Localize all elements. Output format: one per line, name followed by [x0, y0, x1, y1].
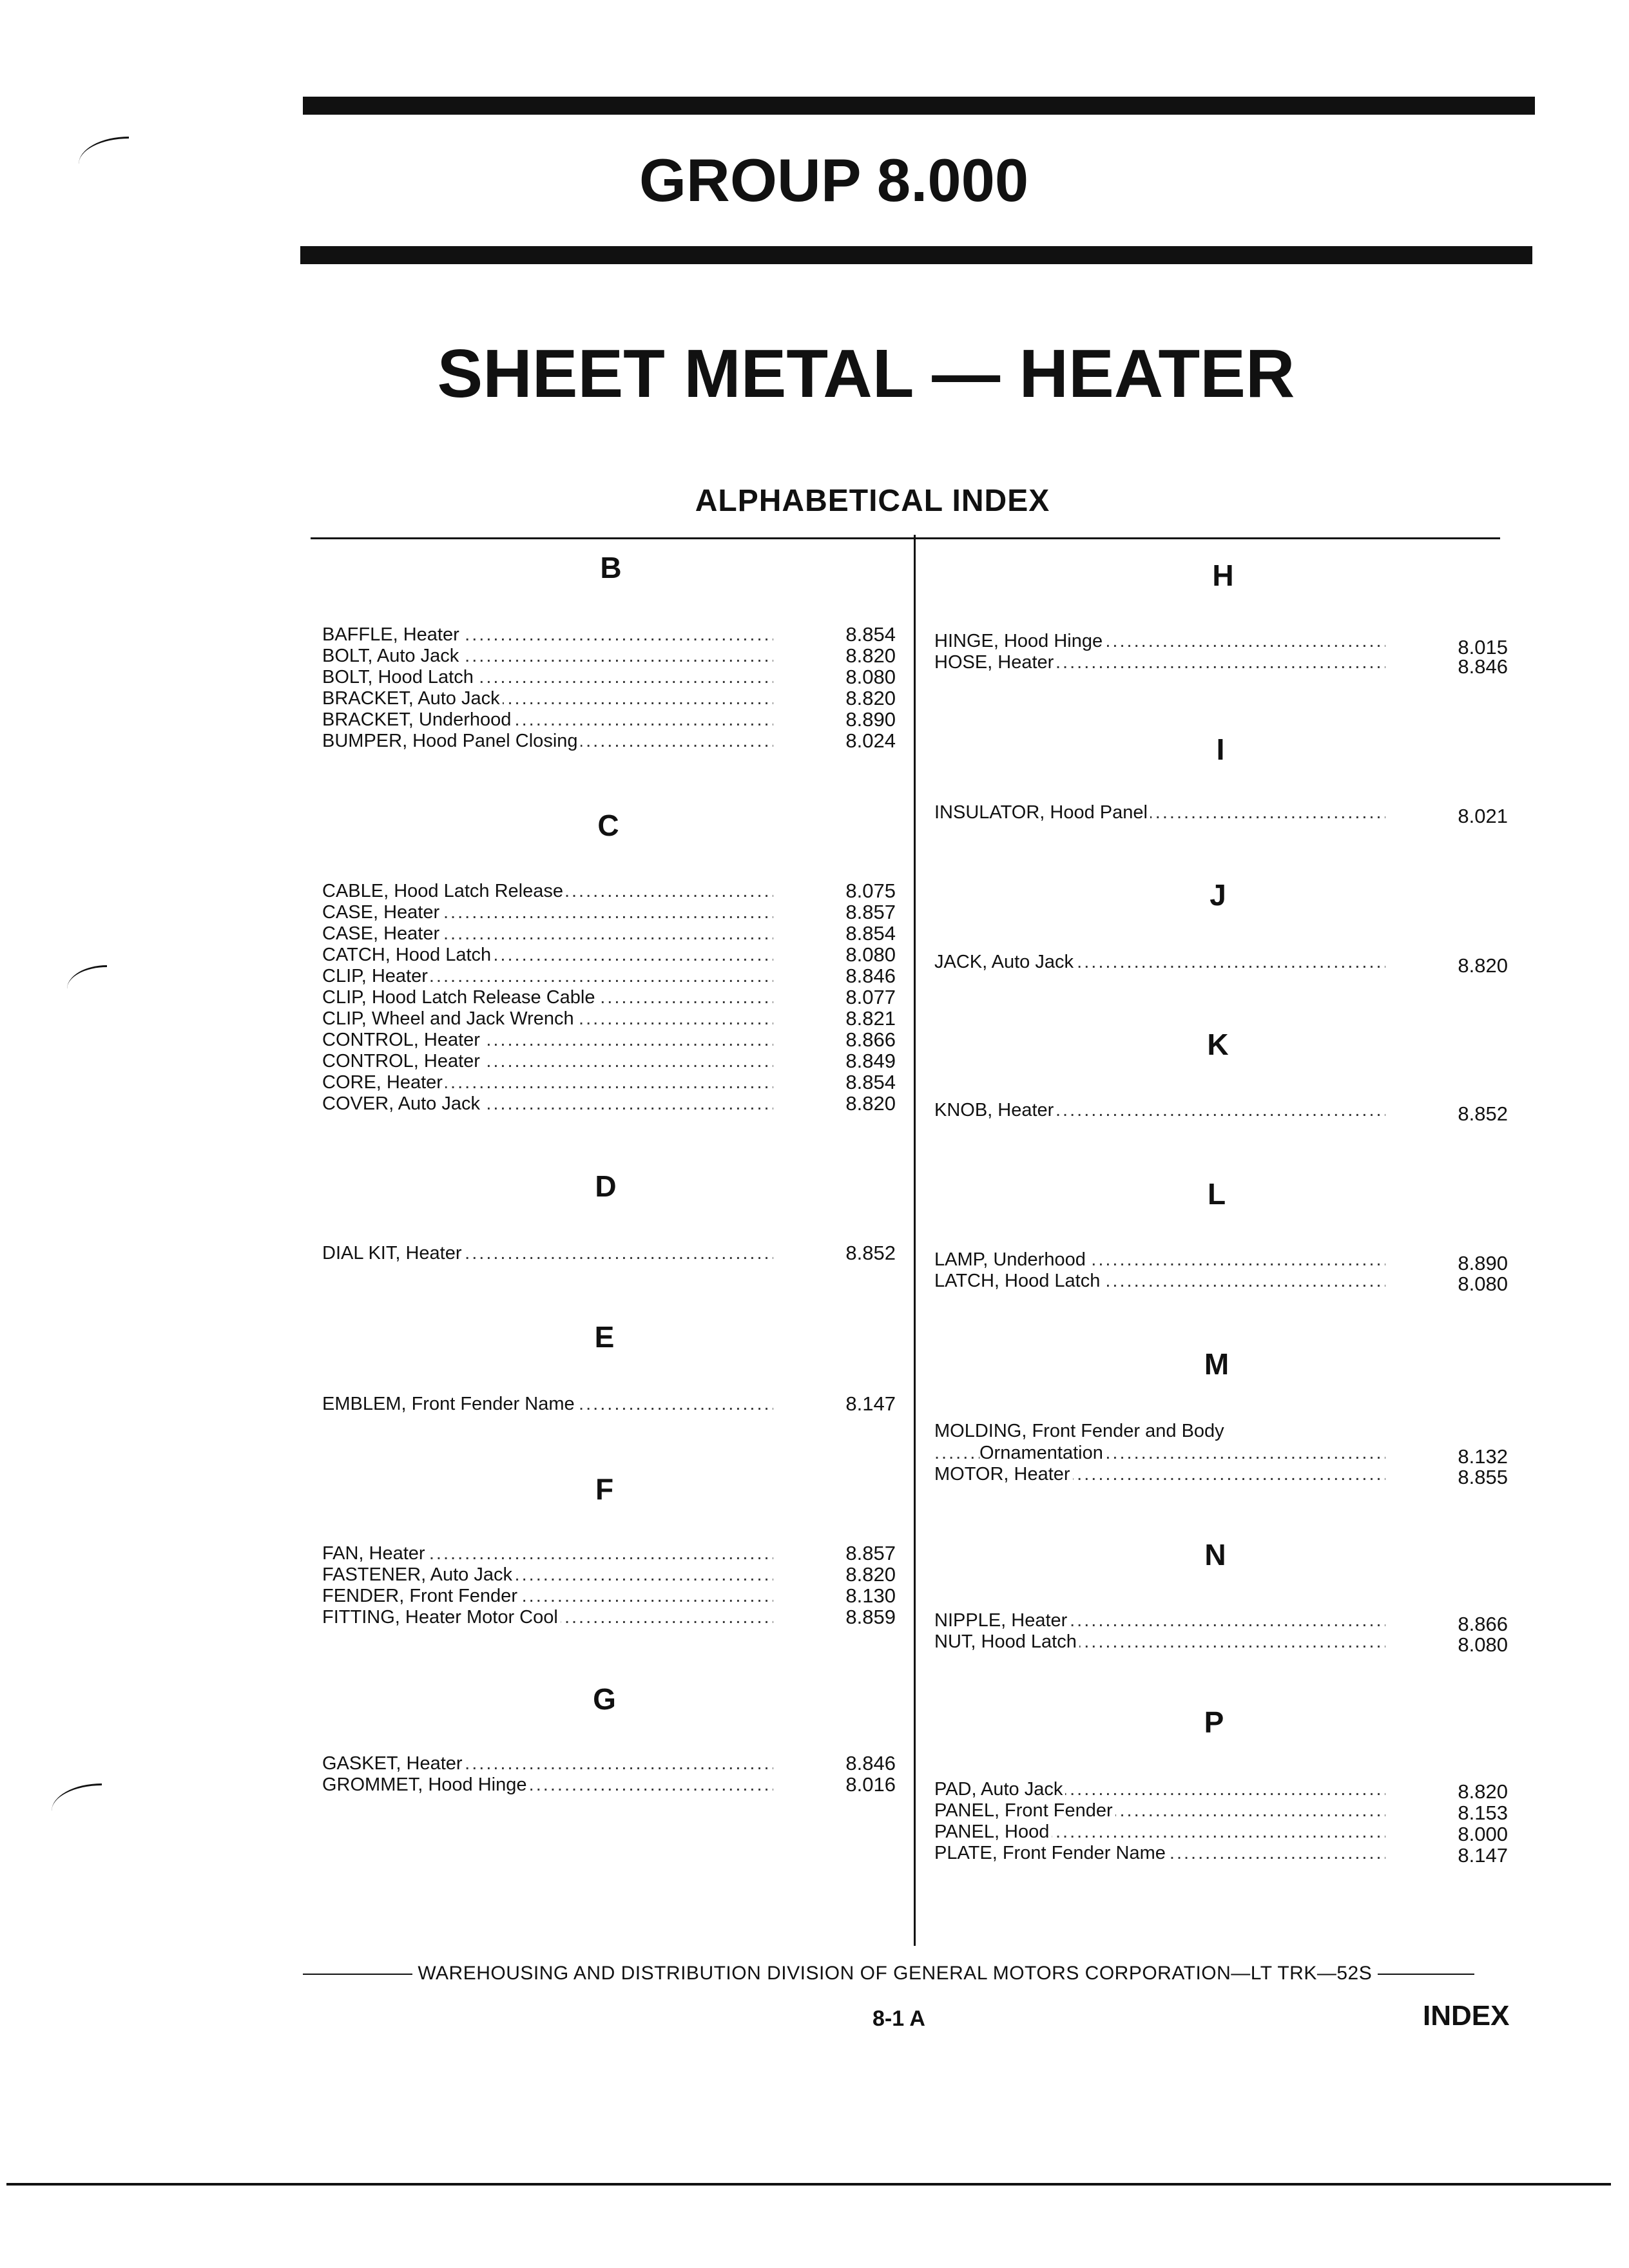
- letter-heading-k: K: [1207, 1028, 1229, 1061]
- entry-page: 8.132: [1458, 1445, 1508, 1468]
- index-entry: [322, 944, 773, 966]
- entry-page: 8.846: [845, 1752, 896, 1774]
- entry-page: 8.080: [845, 943, 896, 966]
- entry-label: PANEL, Front Fender: [934, 1800, 1115, 1821]
- entry-page: 8.147: [845, 1392, 896, 1415]
- entry-label: CATCH, Hood Latch: [322, 944, 494, 966]
- index-entry: [322, 1050, 773, 1072]
- entry-label: PAD, Auto Jack: [934, 1778, 1065, 1800]
- entry-label: BAFFLE, Heater: [322, 624, 462, 646]
- letter-heading-f: F: [595, 1472, 614, 1506]
- section-title: SHEET METAL — HEATER: [437, 336, 1295, 412]
- entry-page: 8.147: [1458, 1844, 1508, 1867]
- entry-label: JACK, Auto Jack: [934, 951, 1076, 973]
- letter-heading-c: C: [597, 809, 619, 842]
- letter-heading-m: M: [1204, 1347, 1229, 1381]
- index-entry: [934, 1631, 1385, 1653]
- entry-label: PANEL, Hood: [934, 1821, 1052, 1843]
- index-entry: [322, 709, 773, 731]
- index-label: INDEX: [1423, 2000, 1510, 2032]
- entry-page: 8.000: [1458, 1823, 1508, 1845]
- entry-label: CONTROL, Heater: [322, 1050, 483, 1072]
- entry-label: EMBLEM, Front Fender Name: [322, 1393, 577, 1415]
- header-rule-top: [303, 97, 1535, 115]
- entry-label: COVER, Auto Jack: [322, 1093, 483, 1115]
- entry-label: CLIP, Heater: [322, 965, 430, 987]
- page-bottom-rule: [6, 2183, 1611, 2186]
- entry-page: 8.866: [1458, 1613, 1508, 1635]
- index-entry: [322, 624, 773, 646]
- entry-label: CABLE, Hood Latch Release: [322, 880, 566, 902]
- entry-page: 8.080: [845, 666, 896, 688]
- entry-label: CLIP, Wheel and Jack Wrench: [322, 1008, 577, 1030]
- entry-label: NIPPLE, Heater: [934, 1610, 1070, 1631]
- letter-heading-h: H: [1212, 559, 1234, 592]
- entry-label: INSULATOR, Hood Panel: [934, 802, 1150, 823]
- letter-heading-j: J: [1210, 878, 1226, 912]
- punch-mark-middle: [67, 965, 107, 989]
- letter-heading-d: D: [595, 1169, 617, 1203]
- entry-page: 8.820: [845, 1092, 896, 1115]
- entry-label: PLATE, Front Fender Name: [934, 1842, 1168, 1864]
- index-entry: [322, 923, 773, 945]
- entry-page: 8.024: [845, 729, 896, 752]
- entry-label: DIAL KIT, Heater: [322, 1242, 465, 1264]
- index-entry: [322, 986, 773, 1008]
- entry-page: 8.846: [1458, 655, 1508, 678]
- footer-dash-right: [1378, 1974, 1474, 1975]
- entry-label: FENDER, Front Fender: [322, 1585, 520, 1607]
- entry-page: 8.080: [1458, 1633, 1508, 1656]
- entry-page: 8.890: [845, 708, 896, 731]
- index-entry: [322, 965, 773, 987]
- entry-page: 8.852: [1458, 1102, 1508, 1125]
- index-entry: [322, 645, 773, 667]
- index-entry: [934, 1800, 1385, 1821]
- index-entry: [934, 1821, 1385, 1843]
- entry-page: 8.075: [845, 879, 896, 902]
- index-entry: [934, 802, 1385, 823]
- entry-page: 8.130: [845, 1584, 896, 1607]
- entry-page: 8.021: [1458, 805, 1508, 827]
- entry-page: 8.016: [845, 1773, 896, 1796]
- entry-label: CORE, Heater: [322, 1072, 445, 1093]
- entry-page: 8.820: [1458, 1780, 1508, 1803]
- entry-label: BOLT, Auto Jack: [322, 645, 461, 667]
- letter-heading-g: G: [593, 1682, 616, 1716]
- index-entry: [934, 1270, 1385, 1292]
- index-entry: [934, 1099, 1385, 1121]
- index-entry: [934, 1249, 1385, 1271]
- entry-label: GASKET, Heater: [322, 1753, 465, 1774]
- index-entry: [322, 666, 773, 688]
- entry-label: FASTENER, Auto Jack: [322, 1564, 515, 1586]
- index-entry: [934, 630, 1385, 652]
- footer-dash-left: [303, 1974, 412, 1975]
- entry-page: 8.015: [1458, 636, 1508, 658]
- entry-page: 8.890: [1458, 1252, 1508, 1274]
- letter-heading-i: I: [1216, 733, 1225, 766]
- index-entry: [322, 1393, 773, 1415]
- index-entry: [322, 1093, 773, 1115]
- index-entry: [322, 1753, 773, 1774]
- index-entry: [322, 687, 773, 709]
- index-entry: [322, 1564, 773, 1586]
- index-rule: [311, 537, 1500, 539]
- entry-label: CASE, Heater: [322, 901, 442, 923]
- entry-label: BOLT, Hood Latch: [322, 666, 476, 688]
- entry-label: CLIP, Hood Latch Release Cable: [322, 986, 597, 1008]
- entry-label-continued: Ornamentation: [979, 1442, 1106, 1464]
- entry-label: HINGE, Hood Hinge: [934, 630, 1105, 652]
- entry-label: MOTOR, Heater: [934, 1463, 1073, 1485]
- index-entry: [934, 1778, 1385, 1800]
- entry-label: CASE, Heater: [322, 923, 442, 945]
- index-entry: [934, 1842, 1385, 1864]
- entry-label: NUT, Hood Latch: [934, 1631, 1079, 1653]
- entry-page: 8.846: [845, 965, 896, 987]
- header-rule-bottom: [300, 246, 1532, 264]
- entry-label: FAN, Heater: [322, 1542, 428, 1564]
- entry-label: MOLDING, Front Fender and Body: [934, 1420, 1227, 1442]
- index-entry: [322, 880, 773, 902]
- entry-page: 8.852: [845, 1242, 896, 1264]
- entry-page: 8.080: [1458, 1273, 1508, 1295]
- entry-page: 8.821: [845, 1007, 896, 1030]
- index-entry: [934, 951, 1385, 973]
- index-entry: [322, 901, 773, 923]
- column-divider: [914, 535, 916, 1946]
- entry-page: 8.820: [845, 1563, 896, 1586]
- letter-heading-b: B: [600, 551, 622, 584]
- punch-mark-bottom: [52, 1783, 102, 1811]
- page-number: 8-1 A: [872, 2006, 925, 2031]
- entry-page: 8.854: [845, 623, 896, 646]
- entry-page: 8.820: [845, 644, 896, 667]
- index-entry: [934, 1420, 1385, 1464]
- index-entry: [322, 1585, 773, 1607]
- entry-label: HOSE, Heater: [934, 651, 1056, 673]
- letter-heading-l: L: [1207, 1177, 1226, 1211]
- index-entry: [322, 730, 773, 752]
- entry-page: 8.855: [1458, 1466, 1508, 1488]
- index-entry: [322, 1029, 773, 1051]
- entry-label: BRACKET, Auto Jack: [322, 687, 503, 709]
- index-entry: [322, 1606, 773, 1628]
- index-entry: [934, 1463, 1385, 1485]
- entry-label: BUMPER, Hood Panel Closing: [322, 730, 581, 752]
- entry-page: 8.854: [845, 922, 896, 945]
- entry-label: FITTING, Heater Motor Cool: [322, 1606, 561, 1628]
- entry-page: 8.849: [845, 1050, 896, 1072]
- index-entry: [322, 1008, 773, 1030]
- letter-heading-n: N: [1204, 1538, 1226, 1571]
- entry-page: 8.857: [845, 1542, 896, 1564]
- index-entry: [322, 1542, 773, 1564]
- entry-label: BRACKET, Underhood: [322, 709, 514, 731]
- index-entry: [934, 651, 1385, 673]
- entry-label: CONTROL, Heater: [322, 1029, 483, 1051]
- footer-line: [303, 1963, 1501, 1984]
- entry-label: LATCH, Hood Latch: [934, 1270, 1103, 1292]
- entry-page: 8.859: [845, 1606, 896, 1628]
- letter-heading-p: P: [1204, 1706, 1224, 1739]
- index-entry: [322, 1242, 773, 1264]
- entry-page: 8.153: [1458, 1802, 1508, 1824]
- entry-page: 8.820: [1458, 954, 1508, 977]
- entry-label: LAMP, Underhood: [934, 1249, 1088, 1271]
- footer-division-text: WAREHOUSING AND DISTRIBUTION DIVISION OF GENERAL MOTORS CORPORATION—LT TRK—52S: [418, 1963, 1373, 1984]
- entry-label: KNOB, Heater: [934, 1099, 1056, 1121]
- index-entry: [322, 1774, 773, 1796]
- entry-page: 8.866: [845, 1028, 896, 1051]
- entry-label: GROMMET, Hood Hinge: [322, 1774, 530, 1796]
- index-entry: [934, 1610, 1385, 1631]
- entry-page: 8.854: [845, 1071, 896, 1093]
- letter-heading-e: E: [594, 1320, 615, 1354]
- index-title: ALPHABETICAL INDEX: [695, 484, 1050, 518]
- entry-page: 8.857: [845, 901, 896, 923]
- index-entry: [322, 1072, 773, 1093]
- entry-page: 8.820: [845, 687, 896, 709]
- entry-page: 8.077: [845, 986, 896, 1008]
- group-title: GROUP 8.000: [639, 146, 1029, 214]
